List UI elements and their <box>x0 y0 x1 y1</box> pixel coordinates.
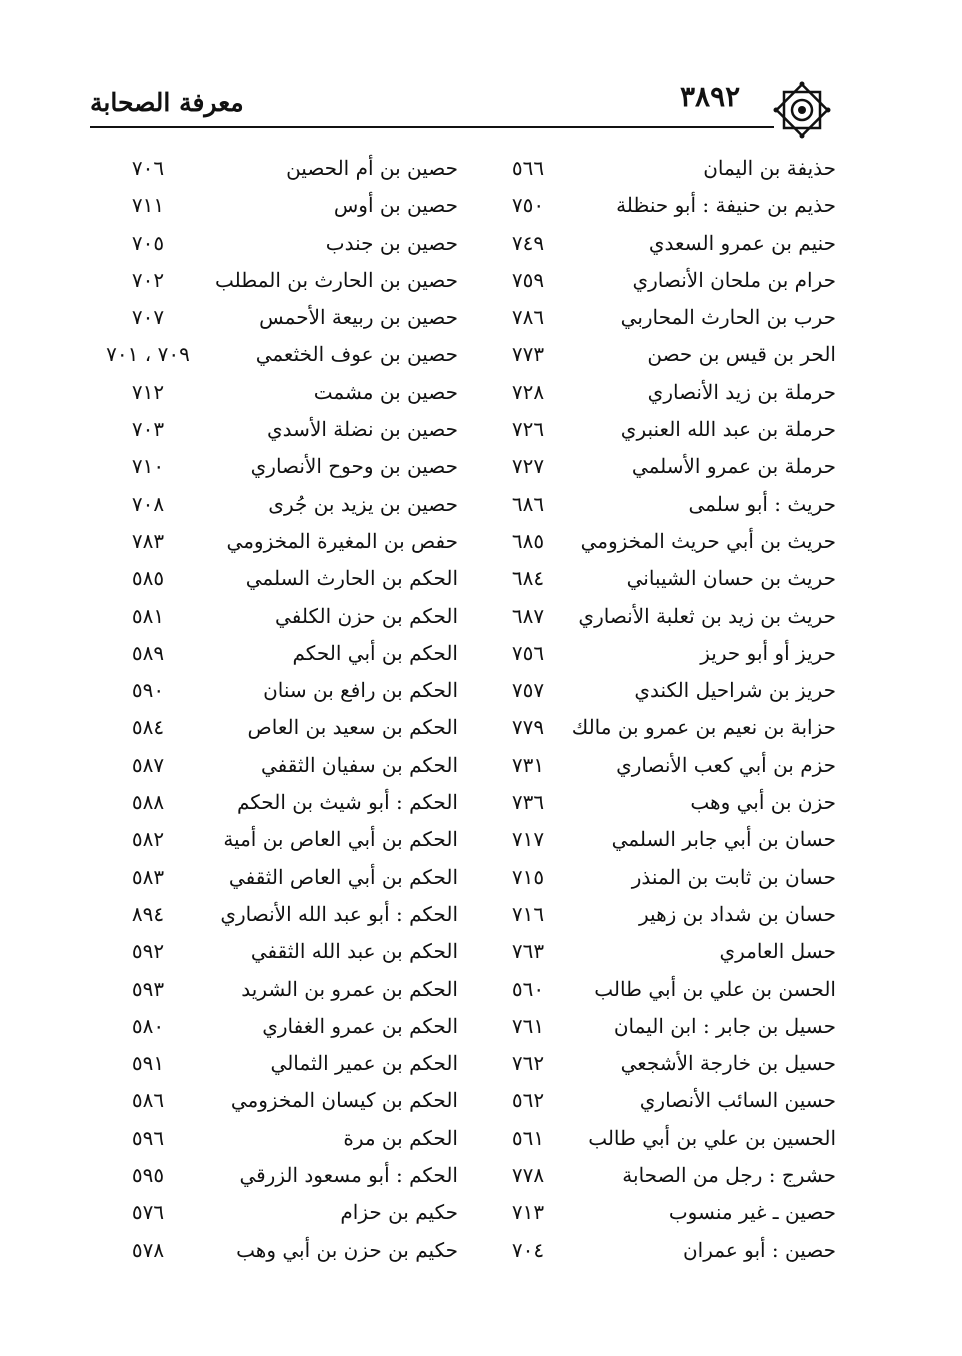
entry-page-number: ٧٠٨ <box>131 491 165 516</box>
index-row <box>0 264 962 301</box>
entry-page-number: ٧٧٩ <box>511 715 545 740</box>
entry-name: الحكم بن عمرو الغفاري <box>262 1013 458 1038</box>
entry-page-number: ٥٨٠ <box>131 1013 165 1038</box>
index-row <box>0 1196 962 1233</box>
entry-page-number: ٧٠٥ <box>131 230 165 255</box>
entry-name: الحكم بن أبي العاص بن أمية <box>223 827 458 852</box>
entry-page-number: ٥٨٣ <box>131 864 165 889</box>
entry-name: حصين بن يزيد بن جُرى <box>268 491 458 516</box>
entry-page-number: ٥٨٩ <box>131 640 165 665</box>
entry-page-number: ٧٥٩ <box>511 267 545 292</box>
entry-name: حكيم بن حزام <box>340 1200 458 1225</box>
entry-page-number: ٥٨٢ <box>131 827 165 852</box>
index-list <box>0 152 962 1271</box>
entry-page-number: ٧١١ <box>131 193 165 218</box>
book-title: معرفة الصحابة <box>90 88 244 117</box>
entry-page-number: ٥٧٦ <box>131 1200 165 1225</box>
entry-name: الحكم بن مرة <box>343 1125 458 1150</box>
index-row <box>0 562 962 599</box>
entry-name: حسان بن ثابت بن المنذر <box>631 864 836 889</box>
index-row <box>0 338 962 375</box>
entry-page-number: ٧٠٧ <box>131 305 165 330</box>
entry-page-number: ٧١٣ <box>511 1200 545 1225</box>
index-row <box>0 823 962 860</box>
entry-name: حنيم بن عمرو السعدي <box>648 230 836 255</box>
entry-page-number: ٥٦٢ <box>511 1088 545 1113</box>
index-row <box>0 674 962 711</box>
entry-page-number: ٥٨٨ <box>131 790 165 815</box>
index-row <box>0 227 962 264</box>
entry-page-number: ٥٨٦ <box>131 1088 165 1113</box>
index-row <box>0 973 962 1010</box>
entry-page-number: ٧٢٦ <box>511 417 545 442</box>
entry-page-number: ٥٨٧ <box>131 752 165 777</box>
entry-page-number: ٧٠٩ ، ٧٠١ <box>106 342 190 367</box>
entry-page-number: ٧١٥ <box>511 864 545 889</box>
entry-page-number: ٥٨١ <box>131 603 165 628</box>
entry-name: حزن بن أبي وهب <box>690 790 836 815</box>
index-row <box>0 600 962 637</box>
entry-name: حزم بن أبي كعب الأنصاري <box>616 752 836 777</box>
entry-page-number: ٥٩٣ <box>131 976 165 1001</box>
entry-name: الحكم بن رافع بن سنان <box>263 678 458 703</box>
entry-page-number: ٧٦٣ <box>511 939 545 964</box>
index-row <box>0 413 962 450</box>
entry-name: الحكم بن أبي الحكم <box>292 640 458 665</box>
entry-page-number: ٥٦٠ <box>511 976 545 1001</box>
entry-name: الحكم بن كيسان المخزومي <box>230 1088 458 1113</box>
entry-page-number: ٥٩٠ <box>131 678 165 703</box>
entry-name: حريث بن أبي حريث المخزومي <box>580 528 836 553</box>
entry-page-number: ٧٢٧ <box>511 454 545 479</box>
entry-name: حريز بن شراحيل الكندي <box>634 678 836 703</box>
entry-name: حريث : أبو سلمى <box>688 491 836 516</box>
entry-name: حرملة بن عمرو الأسلمي <box>631 454 836 479</box>
index-row <box>0 189 962 226</box>
entry-name: حريز أو أبو حريز <box>700 640 836 665</box>
index-row <box>0 488 962 525</box>
entry-page-number: ٨٩٤ <box>131 901 165 926</box>
index-row <box>0 1047 962 1084</box>
entry-name: الحكم بن سعيد بن العاص <box>247 715 458 740</box>
entry-name: حصين بن نضلة الأسدي <box>267 417 458 442</box>
entry-page-number: ٧٠٦ <box>131 156 165 180</box>
index-row <box>0 786 962 823</box>
entry-page-number: ٥٩١ <box>131 1051 165 1076</box>
entry-page-number: ٧٠٣ <box>131 417 165 442</box>
entry-name: حصين بن مشمت <box>313 379 458 404</box>
index-row <box>0 301 962 338</box>
entry-name: حذيفة بن اليمان <box>703 156 836 180</box>
entry-name: الحكم بن سفيان الثقفي <box>260 752 458 777</box>
octagram-ornament-icon <box>770 78 834 142</box>
entry-page-number: ٧٥٧ <box>511 678 545 703</box>
entry-page-number: ٧٥٦ <box>511 640 545 665</box>
entry-page-number: ٧٧٣ <box>511 342 545 367</box>
entry-name: حزابة بن نعيم بن عمرو بن مالك <box>571 715 836 740</box>
entry-name: الحكم بن عمير الثمالي <box>270 1051 458 1076</box>
entry-name: حذيم بن حنيفة : أبو حنظلة <box>616 193 836 218</box>
entry-page-number: ٧١٠ <box>131 454 165 479</box>
entry-page-number: ٧١٢ <box>131 379 165 404</box>
entry-page-number: ٧٠٤ <box>511 1237 545 1262</box>
entry-page-number: ٧٦١ <box>511 1013 545 1038</box>
index-row <box>0 376 962 413</box>
index-row <box>0 525 962 562</box>
entry-name: حفص بن المغيرة المخزومي <box>226 528 458 553</box>
index-row <box>0 711 962 748</box>
entry-name: الحسين بن علي بن أبي طالب <box>588 1125 836 1150</box>
entry-page-number: ٥٧٨ <box>131 1237 165 1262</box>
entry-page-number: ٧٣٦ <box>511 790 545 815</box>
entry-name: حسل العامري <box>719 939 836 964</box>
entry-name: حرام بن ملحان الأنصاري <box>632 267 836 292</box>
entry-page-number: ٧١٦ <box>511 901 545 926</box>
entry-page-number: ٦٨٤ <box>511 566 545 591</box>
entry-name: حصين ـ غير منسوب <box>668 1200 836 1225</box>
header-rule <box>90 126 774 128</box>
entry-page-number: ٧٢٨ <box>511 379 545 404</box>
entry-name: الحر بن قيس بن حصن <box>647 342 836 367</box>
entry-page-number: ٧٦٢ <box>511 1051 545 1076</box>
index-row <box>0 1122 962 1159</box>
entry-name: حرب بن الحارث المحاربي <box>620 305 836 330</box>
entry-name: حصين بن الحارث بن المطلب <box>215 267 458 292</box>
entry-page-number: ٦٨٦ <box>511 491 545 516</box>
entry-name: الحكم بن أبي العاص الثقفي <box>228 864 458 889</box>
entry-page-number: ٥٩٢ <box>131 939 165 964</box>
entry-name: حصين بن وحوح الأنصاري <box>250 454 458 479</box>
entry-name: الحسن بن علي بن أبي طالب <box>594 976 836 1001</box>
entry-page-number: ٧٨٦ <box>511 305 545 330</box>
entry-name: حرملة بن عبد الله العنبري <box>620 417 836 442</box>
index-row <box>0 1084 962 1121</box>
entry-page-number: ٥٨٤ <box>131 715 165 740</box>
index-row <box>0 1010 962 1047</box>
entry-name: حصين : أبو عمران <box>682 1237 836 1262</box>
entry-page-number: ٧٥٠ <box>511 193 545 218</box>
entry-name: الحكم بن عبد الله الثقفي <box>250 939 458 964</box>
entry-page-number: ٦٨٧ <box>511 603 545 628</box>
index-row <box>0 152 962 189</box>
entry-name: الحكم : أبو شيث بن الحكم <box>236 790 458 815</box>
entry-page-number: ٧٣١ <box>511 752 545 777</box>
entry-name: حكيم بن حزن بن أبي وهب <box>236 1237 458 1262</box>
index-row <box>0 749 962 786</box>
entry-page-number: ٥٩٥ <box>131 1163 165 1188</box>
entry-name: الحكم بن عمرو بن الشريد <box>241 976 458 1001</box>
entry-name: حسين السائب الأنصاري <box>639 1088 836 1113</box>
entry-page-number: ٧٠٢ <box>131 267 165 292</box>
entry-name: حسيل بن جابر : ابن اليمان <box>613 1013 836 1038</box>
page-header <box>0 0 962 140</box>
index-row <box>0 637 962 674</box>
entry-page-number: ٧٧٨ <box>511 1163 545 1188</box>
entry-name: الحكم بن الحارث السلمي <box>245 566 458 591</box>
entry-page-number: ٥٩٦ <box>131 1125 165 1150</box>
index-row <box>0 1234 962 1271</box>
entry-page-number: ٧٤٩ <box>511 230 545 255</box>
entry-name: الحكم بن حزن الكلفي <box>275 603 458 628</box>
entry-page-number: ٧١٧ <box>511 827 545 852</box>
entry-name: حسان بن أبي جابر السلمي <box>611 827 836 852</box>
entry-page-number: ٦٨٥ <box>511 528 545 553</box>
index-row <box>0 935 962 972</box>
entry-name: حريث بن زيد بن ثعلبة الأنصاري <box>578 603 836 628</box>
entry-page-number: ٥٦٦ <box>511 156 545 180</box>
entry-name: حسيل بن خارجة الأشجعي <box>620 1051 836 1076</box>
entry-name: حريث بن حسان الشيباني <box>626 566 836 591</box>
index-row <box>0 450 962 487</box>
entry-name: حصين بن ربيعة الأحمس <box>259 305 458 330</box>
entry-name: حرملة بن زيد الأنصاري <box>647 379 836 404</box>
entry-page-number: ٧٨٣ <box>131 528 165 553</box>
entry-name: الحكم : أبو مسعود الزرقي <box>239 1163 458 1188</box>
entry-page-number: ٥٦١ <box>511 1125 545 1150</box>
index-row <box>0 898 962 935</box>
entry-page-number: ٥٨٥ <box>131 566 165 591</box>
page-number: ٣٨٩٢ <box>680 80 741 113</box>
entry-name: حسان بن شداد بن زهير <box>639 901 836 926</box>
entry-name: حصين بن جندب <box>325 230 458 255</box>
entry-name: حصين بن أم الحصين <box>286 156 458 180</box>
entry-name: الحكم : أبو عبد الله الأنصاري <box>220 901 458 926</box>
entry-name: حصين بن أوس <box>333 193 458 218</box>
entry-name: حشرج : رجل من الصحابة <box>622 1163 836 1188</box>
index-row <box>0 1159 962 1196</box>
index-row <box>0 861 962 898</box>
entry-name: حصين بن عوف الخثعمي <box>255 342 458 367</box>
